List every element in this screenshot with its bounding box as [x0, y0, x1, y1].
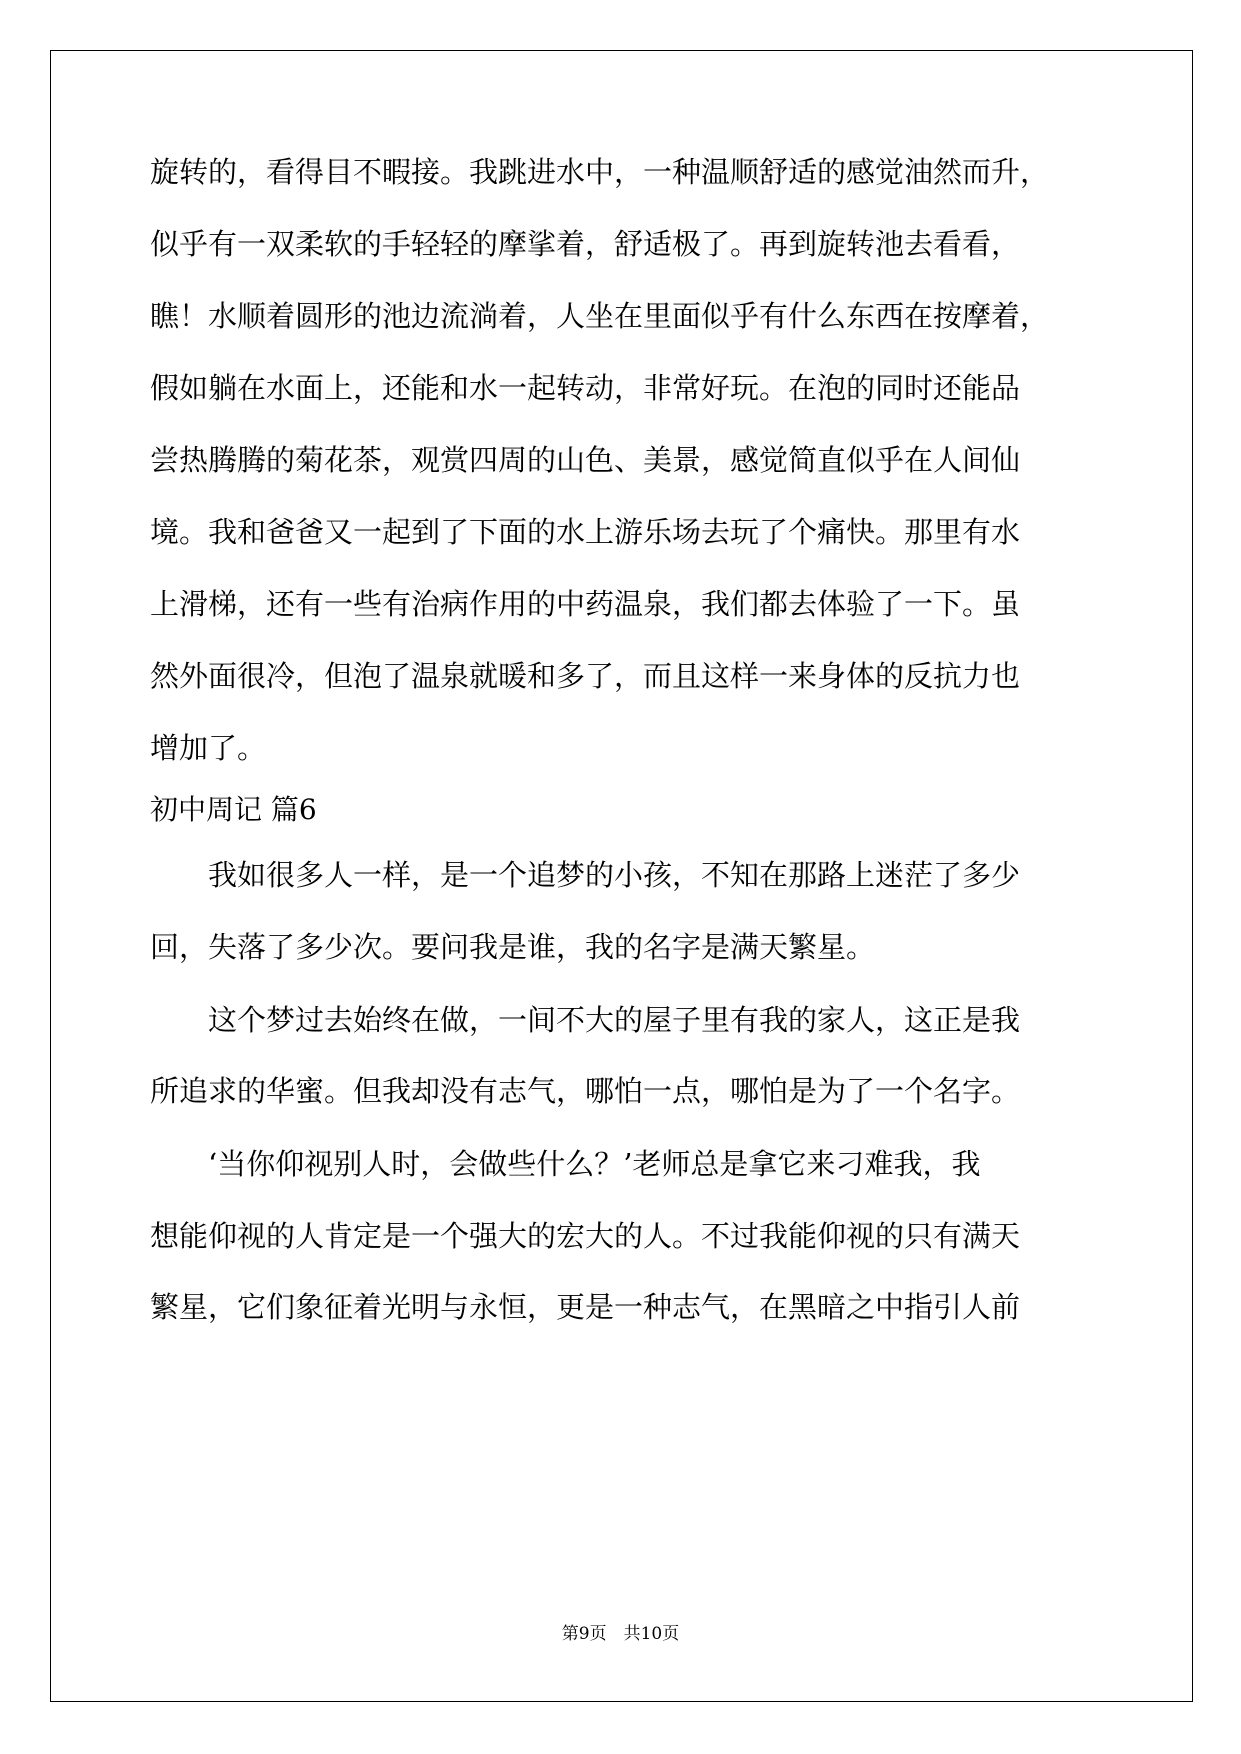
body-line: 境。我和爸爸又一起到了下面的水上游乐场去玩了个痛快。那里有水: [150, 515, 1021, 549]
body-line: 然外面很冷，但泡了温泉就暖和多了，而且这样一来身体的反抗力也: [150, 659, 1021, 693]
body-line: 旋转的，看得目不暇接。我跳进水中，一种温顺舒适的感觉油然而升，: [150, 155, 1050, 189]
paragraph-line: 回，失落了多少次。要问我是谁，我的名字是满天繁星。: [150, 930, 876, 964]
paragraph-line: ‘当你仰视别人时，会做些什么？’老师总是拿它来刁难我，我: [150, 1147, 981, 1181]
paragraph-line: 想能仰视的人肯定是一个强大的宏大的人。不过我能仰视的只有满天: [150, 1219, 1021, 1253]
paragraph-line: 这个梦过去始终在做，一间不大的屋子里有我的家人，这正是我: [150, 1003, 1021, 1037]
body-line: 增加了。: [150, 731, 267, 765]
section-heading: 初中周记 篇6: [150, 793, 317, 826]
body-line: 瞧！水顺着圆形的池边流淌着，人坐在里面似乎有什么东西在按摩着，: [150, 299, 1050, 333]
page-number-footer: 第9页 共10页: [561, 1624, 680, 1644]
body-line: 似乎有一双柔软的手轻轻的摩挲着，舒适极了。再到旋转池去看看，: [150, 227, 1021, 261]
body-line: 假如躺在水面上，还能和水一起转动，非常好玩。在泡的同时还能品: [150, 371, 1021, 405]
paragraph-line: 我如很多人一样，是一个追梦的小孩，不知在那路上迷茫了多少: [150, 858, 1021, 892]
paragraph-line: 繁星，它们象征着光明与永恒，更是一种志气，在黑暗之中指引人前: [150, 1290, 1021, 1324]
body-line: 上滑梯，还有一些有治病作用的中药温泉，我们都去体验了一下。虽: [150, 587, 1021, 621]
body-line: 尝热腾腾的菊花茶，观赏四周的山色、美景，感觉简直似乎在人间仙: [150, 443, 1021, 477]
paragraph-line: 所追求的华蜜。但我却没有志气，哪怕一点，哪怕是为了一个名字。: [150, 1074, 1021, 1108]
